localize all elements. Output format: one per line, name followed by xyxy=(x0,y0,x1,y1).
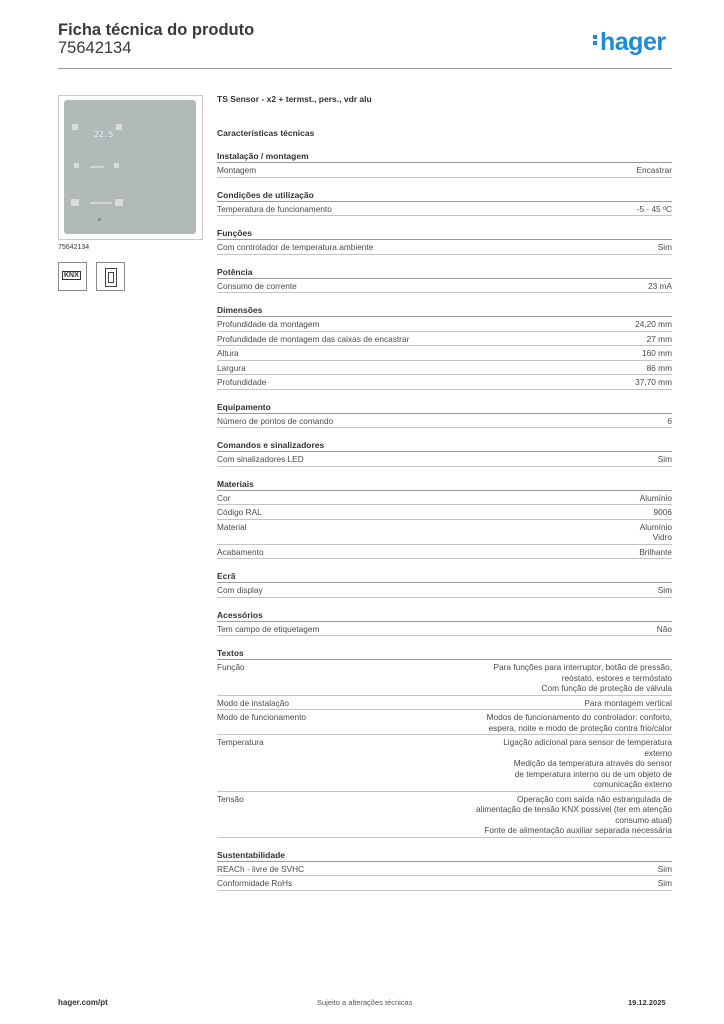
spec-value-line: 27 mm xyxy=(646,333,672,344)
spec-section xyxy=(217,610,672,637)
spec-key: Altura xyxy=(217,348,239,358)
section-title: Ecrã xyxy=(217,571,672,583)
spec-section xyxy=(217,479,672,560)
spec-value xyxy=(647,334,672,345)
spec-key: Com display xyxy=(217,585,263,595)
spec-value-line: Sim xyxy=(657,878,672,888)
spec-key: Modo de funcionamento xyxy=(217,712,307,722)
spec-value-line: alimentação de tensão KNX possível (ter em atenção xyxy=(475,804,672,814)
spec-key: Profundidade xyxy=(217,377,267,387)
spec-value-line: Para montagem vertical xyxy=(584,697,672,708)
spec-value-line: Medição da temperatura através do sensor xyxy=(513,758,672,768)
spec-key: Conformidade RoHs xyxy=(217,878,293,888)
spec-section xyxy=(217,440,672,467)
spec-key: REACh - livre de SVHC xyxy=(217,863,305,874)
spec-value-line: Fonte de alimentação auxiliar separada necessária xyxy=(484,825,672,835)
spec-value xyxy=(648,281,672,292)
spec-row xyxy=(217,792,672,838)
spec-key: Montagem xyxy=(217,165,257,175)
spec-value-line: Sim xyxy=(657,454,672,464)
section-title: Textos xyxy=(217,648,672,660)
spec-value xyxy=(640,522,672,543)
spec-value xyxy=(476,794,672,836)
spec-sections xyxy=(217,151,672,891)
logo-text: hager xyxy=(600,28,666,56)
spec-value xyxy=(658,242,672,253)
section-title: Funções xyxy=(217,228,672,240)
spec-value xyxy=(584,698,672,709)
section-title: Sustentabilidade xyxy=(217,850,672,862)
product-photo xyxy=(58,95,203,240)
spec-key: Temperatura xyxy=(217,737,264,747)
device-image xyxy=(64,100,196,234)
spec-value-line: reóstato, estores e termóstato xyxy=(561,672,672,683)
spec-value-line: Com função de proteção de válvula xyxy=(541,683,672,693)
spec-value-line: Operação com saída não estrangulada de xyxy=(517,793,672,804)
spec-key: Profundidade da montagem xyxy=(217,319,320,329)
spec-value-line: consumo atual) xyxy=(615,814,672,825)
footer-website-link[interactable]: hager.com/pt xyxy=(58,998,108,1007)
spec-value xyxy=(658,585,672,596)
spec-value xyxy=(503,737,672,790)
spec-key: Profundidade de montagem das caixas de encastrar xyxy=(217,333,410,344)
hager-logo xyxy=(593,28,666,57)
spec-row xyxy=(217,710,672,735)
spec-row xyxy=(217,696,672,711)
header-divider xyxy=(58,68,672,69)
spec-key: Largura xyxy=(217,362,246,373)
spec-section xyxy=(217,648,672,838)
spec-value-line: Sim xyxy=(657,585,672,595)
spec-value-line: 6 xyxy=(667,415,672,426)
spec-section xyxy=(217,305,672,390)
spec-section xyxy=(217,228,672,255)
section-title: Comandos e sinalizadores xyxy=(217,440,672,452)
spec-row xyxy=(217,452,672,467)
spec-section xyxy=(217,571,672,598)
spec-row xyxy=(217,520,672,545)
spec-value-line: Não xyxy=(656,623,672,634)
spec-value-line: espera, noite e modo de proteção contra frio/calor xyxy=(488,722,672,733)
spec-value-line: Brilhante xyxy=(639,546,672,557)
section-title: Materiais xyxy=(217,479,672,491)
spec-value-line: Sim xyxy=(657,863,672,874)
spec-key: Número de pontos de comando xyxy=(217,415,334,426)
spec-value xyxy=(654,507,672,518)
flush-box-icon xyxy=(96,262,125,291)
spec-value-line: 9006 xyxy=(653,507,672,517)
page-title: Ficha técnica do produto xyxy=(58,21,255,39)
spec-value xyxy=(487,712,672,733)
spec-row xyxy=(217,375,672,390)
section-title: Equipamento xyxy=(217,402,672,414)
spec-row xyxy=(217,279,672,294)
spec-row xyxy=(217,202,672,217)
spec-row xyxy=(217,876,672,891)
spec-key: Com sinalizadores LED xyxy=(217,454,304,464)
footer-date: 19.12.2025 xyxy=(628,998,666,1007)
spec-value xyxy=(642,348,672,359)
logo-dots-icon xyxy=(593,33,597,47)
section-title: Potência xyxy=(217,267,672,279)
spec-key: Acabamento xyxy=(217,546,264,557)
spec-key: Código RAL xyxy=(217,507,262,517)
spec-key: Material xyxy=(217,521,247,532)
spec-value-line: Alumínio xyxy=(639,521,672,532)
spec-value-line: 160 mm xyxy=(642,348,672,358)
spec-value-line: Ligação adicional para sensor de temperatura xyxy=(503,737,672,747)
spec-value xyxy=(657,624,672,635)
spec-row xyxy=(217,660,672,696)
spec-value-line: Alumínio xyxy=(639,492,672,503)
spec-value-line: 24,20 mm xyxy=(635,319,672,329)
device-display-text: 22.5 xyxy=(94,130,114,139)
spec-row xyxy=(217,583,672,598)
spec-value-line: de temperatura interno ou de um objeto de xyxy=(514,768,672,779)
footer-disclaimer: Sujeito a alterações técnicas xyxy=(317,998,413,1007)
spec-value xyxy=(667,416,672,427)
section-title: Instalação / montagem xyxy=(217,151,672,163)
spec-value xyxy=(658,864,672,875)
spec-value-line: 86 mm xyxy=(646,362,672,373)
spec-row xyxy=(217,163,672,178)
spec-content xyxy=(217,94,672,903)
spec-section xyxy=(217,267,672,294)
knx-icon xyxy=(58,262,87,291)
spec-key: Cor xyxy=(217,492,231,503)
spec-key: Função xyxy=(217,662,245,672)
spec-value-line: Modos de funcionamento do controlador: conforto, xyxy=(486,712,672,722)
product-title: TS Sensor - x2 + termst., pers., vdr alu xyxy=(217,94,372,104)
spec-key: Consumo de corrente xyxy=(217,280,297,291)
spec-value xyxy=(640,493,672,504)
section-title: Acessórios xyxy=(217,610,672,622)
spec-row xyxy=(217,240,672,255)
spec-key: Tensão xyxy=(217,793,244,804)
spec-value-line: 23 mA xyxy=(648,280,672,291)
spec-row xyxy=(217,735,672,792)
spec-row xyxy=(217,505,672,520)
spec-value xyxy=(635,377,672,388)
spec-value xyxy=(647,363,672,374)
product-code: 75642134 xyxy=(58,39,132,57)
spec-row xyxy=(217,332,672,347)
spec-value xyxy=(658,878,672,889)
spec-value xyxy=(635,319,672,330)
spec-value-line: -5 - 45 ºC xyxy=(636,203,672,214)
spec-value-line: Sim xyxy=(657,242,672,252)
spec-value xyxy=(639,547,672,558)
spec-row xyxy=(217,414,672,429)
spec-value-line: externo xyxy=(644,747,672,758)
spec-section xyxy=(217,151,672,178)
photo-caption: 75642134 xyxy=(58,244,90,251)
spec-section xyxy=(217,850,672,891)
spec-key: Modo de instalação xyxy=(217,697,289,708)
spec-value xyxy=(494,662,673,694)
spec-value-line: Encastrar xyxy=(636,165,672,175)
spec-row xyxy=(217,346,672,361)
spec-value-line: 37,70 mm xyxy=(635,377,672,387)
characteristics-title: Características técnicas xyxy=(217,128,315,138)
spec-value-line: Para funções para interruptor, botão de pressão, xyxy=(493,662,672,672)
spec-key: Temperatura de funcionamento xyxy=(217,203,332,214)
spec-row xyxy=(217,317,672,332)
spec-key: Com controlador de temperatura ambiente xyxy=(217,242,374,252)
spec-key: Tem campo de etiquetagem xyxy=(217,623,320,634)
spec-row xyxy=(217,361,672,376)
section-title: Condições de utilização xyxy=(217,190,672,202)
spec-value-line: comunicação externo xyxy=(593,779,672,789)
spec-row xyxy=(217,622,672,637)
spec-row xyxy=(217,862,672,877)
spec-value xyxy=(658,454,672,465)
spec-row xyxy=(217,491,672,506)
spec-value xyxy=(636,165,672,176)
knx-label: KNX xyxy=(64,272,79,279)
spec-row xyxy=(217,545,672,560)
spec-section xyxy=(217,402,672,429)
spec-value-line: Vidro xyxy=(652,532,672,542)
section-title: Dimensões xyxy=(217,305,672,317)
spec-value xyxy=(637,204,672,215)
spec-section xyxy=(217,190,672,217)
